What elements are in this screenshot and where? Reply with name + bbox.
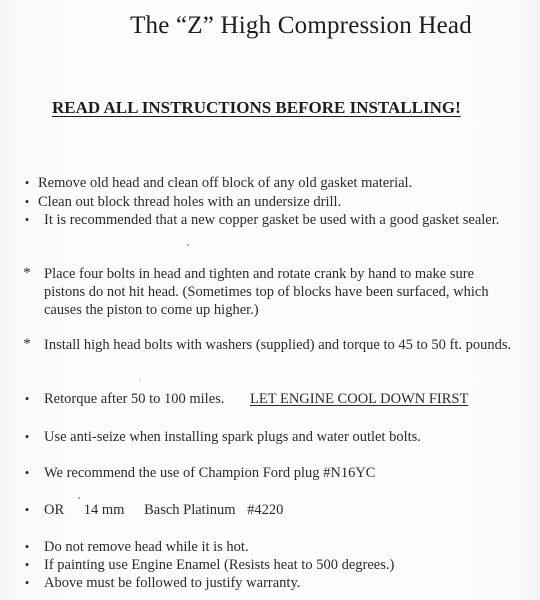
or-text: OR: [44, 502, 65, 518]
bullet-icon: •: [24, 212, 30, 227]
asterisk-icon: *: [23, 336, 31, 352]
instruction-text: It is recommended that a new copper gasket be used with a good gasket sealer.: [44, 212, 500, 228]
bullet-icon: •: [24, 391, 30, 406]
plug-part-number: #4220: [247, 502, 284, 518]
asterisk-icon: *: [23, 265, 31, 281]
bullet-icon: •: [24, 539, 30, 554]
install-warning-heading: READ ALL INSTRUCTIONS BEFORE INSTALLING!: [52, 98, 461, 117]
bullet-icon: •: [24, 465, 30, 480]
bullet-icon: •: [24, 575, 30, 590]
scan-speck: [78, 497, 80, 499]
plug-size-text: 14 mm: [83, 502, 125, 518]
bullet-icon: •: [24, 502, 30, 517]
scan-speck: [140, 380, 141, 381]
instruction-text: Install high head bolts with washers (supplied) and torque to 45 to 50 ft. pounds.: [44, 337, 512, 353]
instruction-text: If painting use Engine Enamel (Resists heat to 500 degrees.): [44, 557, 395, 573]
instruction-text: Retorque after 50 to 100 miles.: [44, 391, 225, 407]
instruction-text: Place four bolts in head and tighten and rotate crank by hand to make sure pistons do not hit head. (Sometimes top of blocks have been surfaced, which causes the piston to come up higher.): [44, 266, 489, 318]
emphasis-text: LET ENGINE COOL DOWN FIRST: [250, 391, 469, 407]
instruction-text: Use anti-seize when installing spark plugs and water outlet bolts.: [44, 429, 421, 445]
instruction-text: Clean out block thread holes with an undersize drill.: [38, 194, 342, 210]
document-title: The “Z” High Compression Head: [130, 12, 472, 39]
bullet-icon: •: [24, 194, 30, 209]
bullet-icon: •: [24, 175, 30, 190]
scan-speck: [187, 244, 189, 246]
instruction-text: Do not remove head while it is hot.: [44, 539, 249, 555]
instruction-text: Above must be followed to justify warranty.: [44, 575, 301, 591]
instruction-text: We recommend the use of Champion Ford plug #N16YC: [44, 465, 376, 481]
instruction-text: Remove old head and clean off block of any old gasket material.: [38, 175, 413, 191]
plug-brand-text: Basch Platinum: [144, 502, 236, 518]
bullet-icon: •: [24, 429, 30, 444]
bullet-icon: •: [24, 557, 30, 572]
